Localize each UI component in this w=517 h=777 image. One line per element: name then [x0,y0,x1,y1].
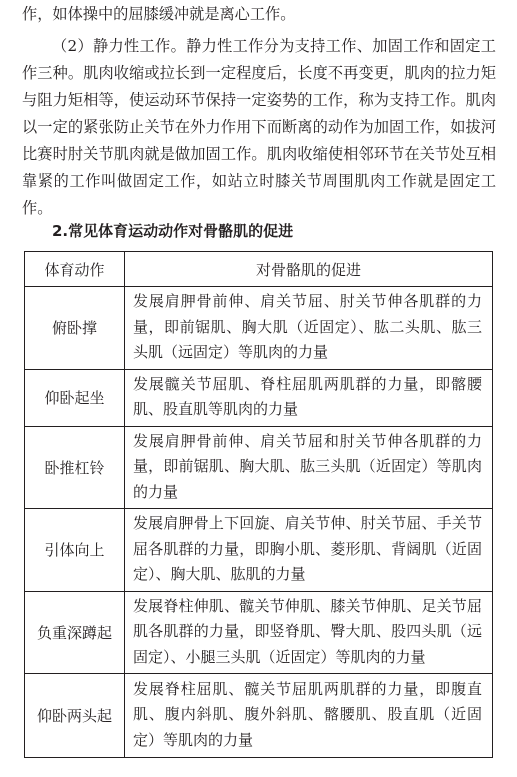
paragraph-static-work: （2）静力性工作。静力性工作分为支持工作、加固工作和固定工作三种。肌肉收缩或拉长到一定程度后，长度不再变更，肌肉的拉力矩与阻力矩相等，使运动环节保持一定姿势的工作，称为支持工作。肌肉以一定的紧张防止关节在外力作用下而断离的动作为加固工作，如拔河比赛时肘关节肌肉就是做加固工作。肌肉收缩使相邻环节在关节处互相靠紧的工作叫做固定工作，如站立时膝关节周围肌肉工作就是固定工作。 [22,37,496,217]
action-cell: 负重深蹲起 [25,591,125,674]
action-cell: 引体向上 [25,509,125,592]
table-row [25,369,493,426]
action-cell: 卧推杠铃 [25,426,125,509]
table-row [25,287,493,370]
action-cell: 俯卧撑 [25,287,125,370]
table-row [25,591,493,674]
effect-cell: 发展肩胛骨上下回旋、肩关节伸、肘关节屈、手关节屈各肌群的力量，即胸小肌、菱形肌、背阔肌（近固定）、胸大肌、肱肌的力量 [125,509,493,592]
header-effect: 对骨骼肌的促进 [125,252,493,287]
table-header-row [25,252,493,287]
effect-cell: 发展脊柱屈肌、髋关节屈肌两肌群的力量，即腹直肌、腹内斜肌、腹外斜肌、髂腰肌、股直肌（近固定）等肌肉的力量 [125,674,493,758]
effect-cell: 发展肩胛骨前伸、肩关节屈、肘关节伸各肌群的力量，即前锯肌、胸大肌（近固定）、肱二头肌、肱三头肌（远固定）等肌肉的力量 [125,287,493,370]
section-heading: 2.常见体育运动动作对骨骼肌的促进 [52,222,294,240]
effect-cell: 发展髋关节屈肌、脊柱屈肌两肌群的力量，即髂腰肌、股直肌等肌肉的力量 [125,369,493,426]
muscle-promotion-table [24,251,493,758]
action-cell: 仰卧两头起 [25,674,125,758]
table-row [25,674,493,758]
effect-cell: 发展肩胛骨前伸、肩关节屈和肘关节伸各肌群的力量，即前锯肌、胸大肌、肱三头肌（近固定）等肌肉的力量 [125,426,493,509]
header-action: 体育动作 [25,252,125,287]
action-cell: 仰卧起坐 [25,369,125,426]
table-row [25,426,493,509]
table-row [25,509,493,592]
effect-cell: 发展脊柱伸肌、髋关节伸肌、膝关节伸肌、足关节屈肌各肌群的力量，即竖脊肌、臀大肌、股四头肌（远固定）、小腿三头肌（近固定）等肌肉的力量 [125,591,493,674]
paragraph-eccentric-end: 作，如体操中的屈膝缓冲就是离心工作。 [22,5,296,23]
